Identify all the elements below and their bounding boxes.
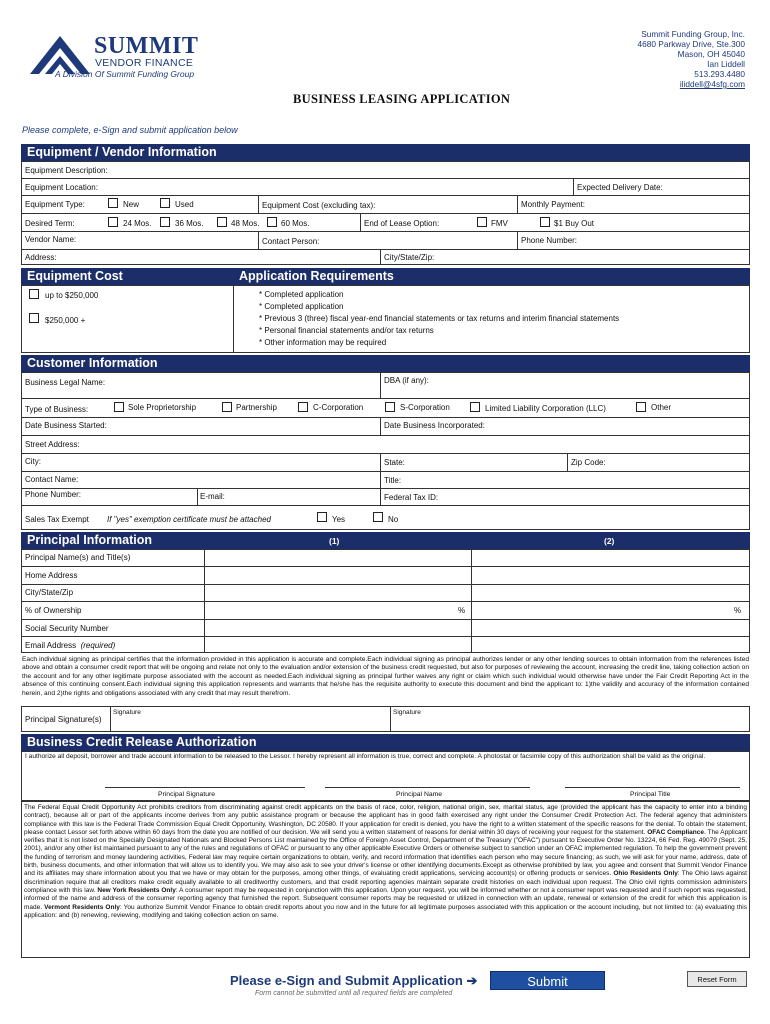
desired-term-label: Desired Term: xyxy=(25,219,75,228)
credit-authorization-text: I authorize all deposit, borrower and trade account information to be released to the Lessor. I hereby represent all information is true, correct and complete. A photostat or facsimile copy of this authorization shall be valid as the original. xyxy=(25,753,706,760)
instructions: Please complete, e-Sign and submit application below xyxy=(22,125,238,135)
principal-ssn-label: Social Security Number xyxy=(25,624,109,633)
partnership-checkbox[interactable] xyxy=(222,402,232,412)
requirement-item: * Previous 3 (three) fiscal year-end financial statements or tax returns and interim financial statements xyxy=(259,314,620,323)
reset-form-button[interactable]: Reset Form xyxy=(687,971,747,987)
equipment-type-label: Equipment Type: xyxy=(25,200,85,209)
buyout-label: $1 Buy Out xyxy=(554,219,595,228)
principal-signature-2-field[interactable] xyxy=(392,708,748,730)
submit-button[interactable]: Submit xyxy=(490,971,605,990)
logo-triangle-icon xyxy=(30,34,90,74)
term-24-label: 24 Mos. xyxy=(123,219,152,228)
delivery-date-label: Expected Delivery Date: xyxy=(577,183,663,192)
vendor-name-label: Vendor Name: xyxy=(25,235,77,244)
equipment-location-label: Equipment Location: xyxy=(25,183,98,192)
sales-tax-yes-label: Yes xyxy=(332,515,346,524)
new-checkbox[interactable] xyxy=(108,198,118,208)
partnership-label: Partnership xyxy=(236,403,277,412)
other-label: Other xyxy=(651,403,672,412)
date-started-label: Date Business Started: xyxy=(25,421,107,430)
title-label: Title: xyxy=(384,476,402,485)
sales-tax-no-checkbox[interactable] xyxy=(373,512,383,522)
principal-signatures-label: Principal Signature(s) xyxy=(25,715,102,724)
new-label: New xyxy=(123,200,140,209)
section-principal-information: Principal Information xyxy=(21,532,750,549)
sales-tax-no-label: No xyxy=(388,515,399,524)
principal-citystate-label: City/State/Zip xyxy=(25,588,74,597)
contact-line: 513.293.4480 xyxy=(694,69,745,79)
cost-over-250k-checkbox[interactable] xyxy=(29,313,39,323)
principal-col-1: (1) xyxy=(329,536,340,546)
end-of-lease-label: End of Lease Option: xyxy=(364,219,440,228)
term-60-checkbox[interactable] xyxy=(267,217,277,227)
legal-disclosure-text: The Federal Equal Credit Opportunity Act prohibits creditors from discriminating against credit applicants on the basis of race, color, religion, national origin, sex, marital status, age (provided the applicant has the capacity to enter into a binding contract), because all or part of the applicants income derives from any public assistance program or because the applicant has in good faith exercised any right under the Consumer Credit Protection Act. The federal agency that administers compliance with this law is the Federal Trade Commission Equal Credit Opportunity, Washington, DC 20580. If your application for credit is denied, you have the right to a written statement of the specific reasons for the denial. To obtain the statement, please contact Lessor set forth above within 60 days from the date you are notified of our decision. We will send you a written statement of reasons for denial within 30 days of receiving your request for the statement. OFAC Compliance. The Applicant verifies that it is not listed on the Specially Designated Nationals and Blocked Persons List maintained by the Office of Foreign Asset Control, Department of the Treasury ("OFAC") pursuant to Executive Order No. 13224, 66 Fed. Reg. 49079 (Sept. 25, 2001), and/or any other list maintained pursuant to any of the rules and regulations of OFAC or pursuant to any other applicable Executive Orders or otherwise subject to sanction under an OFAC implemented regulation. To help the government prevent the funding of terrorism and money laundering activities, Federal law may require certain organizations to obtain, verify, and record information that identifies each person who may secure financing; as such, we will ask for your name, address, date of birth, business documents, and other information that will allow us to identify you. We may also ask to see your driver's license or other identifying documents.Except as otherwise prohibited by law, you agree and consent that Summit Vendor Finance and its affiliates may share information about you that we have or may obtain for the purposes, among other things, of evaluating credit applications, servicing account(s) or offering products or services. Ohio Residents Only: The Ohio laws against discrimination require that all creditors make credit equally available to all creditworthy customers, and that credit reporting agencies maintain separate credit histories on each individual upon request. The Ohio civil rights commission administers compliance with this law. New York Residents Only: A consumer report may be requested in conjunction with this application. Upon your request, you will be informed whether or not a consumer report was requested and if such report was requested, informed of the name and address of the consumer reporting agency that furnished the report. Subsequent consumer reports may be requested or utilized in connection with an update, renewal or extension of the credit for which this application is made. Vermont Residents Only: You authorize Summit Vendor Finance to obtain credit reports about you now and in the future for all legitimate purposes associated with this application or the account including, but not limited to: (a) evaluating this application: and (b) renewing, reviewing, modifying and taking collection action on same. xyxy=(24,804,748,919)
c-corporation-label: C-Corporation xyxy=(313,403,364,412)
customer-phone-label: Phone Number: xyxy=(25,490,82,499)
sales-tax-yes-checkbox[interactable] xyxy=(317,512,327,522)
dba-label: DBA (if any): xyxy=(384,376,429,385)
section-equipment-vendor: Equipment / Vendor Information xyxy=(21,144,750,161)
ownership-percent-2: % xyxy=(734,606,742,615)
cost-up-to-250k-label: up to $250,000 xyxy=(45,291,99,300)
other-checkbox[interactable] xyxy=(636,402,646,412)
page-title: BUSINESS LEASING APPLICATION xyxy=(293,92,511,106)
vendor-phone-label: Phone Number: xyxy=(521,236,578,245)
zip-label: Zip Code: xyxy=(571,458,606,467)
section-customer-information: Customer Information xyxy=(21,355,750,372)
legal-name-label: Business Legal Name: xyxy=(25,378,106,387)
term-36-checkbox[interactable] xyxy=(160,217,170,227)
credit-principal-signature-label: Principal Signature xyxy=(158,791,216,798)
requirement-item: * Completed application xyxy=(259,302,344,311)
principal-signature-1-field[interactable] xyxy=(112,708,388,730)
federal-tax-id-label: Federal Tax ID: xyxy=(384,493,439,502)
state-label: State: xyxy=(384,458,405,467)
submit-note: Form cannot be submitted until all required fields are completed xyxy=(255,990,453,997)
term-48-label: 48 Mos. xyxy=(231,219,260,228)
llc-checkbox[interactable] xyxy=(470,402,480,412)
principal-col-2: (2) xyxy=(604,536,615,546)
principal-home-address-label: Home Address xyxy=(25,571,78,580)
section-application-requirements: Application Requirements xyxy=(233,268,750,285)
contact-email-link[interactable]: iliddell@4sfg.com xyxy=(679,79,745,89)
email-label: E-mail: xyxy=(200,492,225,501)
cost-over-250k-label: $250,000 + xyxy=(45,316,86,325)
equipment-cost-label: Equipment Cost (excluding tax): xyxy=(262,201,376,210)
contact-line: Ian Liddell xyxy=(707,59,745,69)
section-business-credit-release: Business Credit Release Authorization xyxy=(21,734,750,751)
term-60-label: 60 Mos. xyxy=(281,219,310,228)
sole-proprietorship-label: Sole Proprietorship xyxy=(128,403,197,412)
cost-up-to-250k-checkbox[interactable] xyxy=(29,289,39,299)
term-48-checkbox[interactable] xyxy=(217,217,227,227)
equipment-description-input[interactable] xyxy=(130,163,745,177)
fmv-label: FMV xyxy=(491,219,508,228)
principal-email-label: Email Address (required) xyxy=(25,641,116,650)
credit-principal-name-label: Principal Name xyxy=(396,791,443,798)
equipment-description-label: Equipment Description: xyxy=(25,166,108,175)
contact-line: Summit Funding Group, Inc. xyxy=(641,29,745,39)
fmv-checkbox[interactable] xyxy=(477,217,487,227)
address-label: Address: xyxy=(25,253,57,262)
contact-line: Mason, OH 45040 xyxy=(677,49,745,59)
sole-proprietorship-checkbox[interactable] xyxy=(114,402,124,412)
sales-tax-exempt-label: Sales Tax Exempt xyxy=(25,515,89,524)
buyout-checkbox[interactable] xyxy=(540,217,550,227)
c-corporation-checkbox[interactable] xyxy=(298,402,308,412)
submit-prompt: Please e-Sign and Submit Application ➔ xyxy=(230,973,478,988)
business-type-label: Type of Business: xyxy=(25,405,89,414)
principal-signature-1-label: Signature xyxy=(113,709,141,716)
logo-title: SUMMIT xyxy=(94,33,199,59)
requirements-list xyxy=(259,289,619,349)
logo-subtitle: VENDOR FINANCE xyxy=(95,57,194,69)
s-corporation-label: S-Corporation xyxy=(400,403,450,412)
equipment-location-input[interactable] xyxy=(110,180,570,194)
sales-tax-note: If "yes" exemption certificate must be attached xyxy=(107,515,271,524)
credit-principal-title-label: Principal Title xyxy=(630,791,671,798)
principal-certification-text: Each individual signing as principal certifies that the information provided in this application is accurate and complete.Each individual signing as principal authorizes lender or any other lending sources to obtain information from the references listed above and obtain a consumer credit report that will be ongoing and relate not only to the evaluation and/or extension of the business credit requested, but also for purposes of reviewing the account, increasing the credit line, taking collection action on the account and for any other legitimate purpose associated with the account as needed.Each individual signing as principal further waives any right or claim which such individual would otherwise have under the Fair Credit Reporting Act in the absence of this continuing consent.Each individual signing this application represents and warrants that he/she has the requisite authority to execute this document and bind the applicant to: 1)the validity and accuracy of the information contained herein, and 2)the rights and obligations associated with any credit that may result therefrom. xyxy=(22,656,749,697)
principal-ownership-label: % of Ownership xyxy=(25,606,82,615)
requirement-item: * Personal financial statements and/or tax returns xyxy=(259,326,434,335)
principal-name-label: Principal Name(s) and Title(s) xyxy=(25,553,131,562)
section-equipment-cost: Equipment Cost xyxy=(21,268,233,285)
customer-box xyxy=(21,372,750,530)
ownership-percent-1: % xyxy=(458,606,466,615)
principal-signature-2-label: Signature xyxy=(393,709,421,716)
city-label: City: xyxy=(25,457,41,466)
contact-person-label: Contact Person: xyxy=(262,237,320,246)
date-incorporated-label: Date Business Incorporated: xyxy=(384,421,485,430)
monthly-payment-label: Monthly Payment: xyxy=(521,200,586,209)
used-label: Used xyxy=(175,200,194,209)
contact-name-label: Contact Name: xyxy=(25,475,79,484)
contact-block xyxy=(638,29,745,89)
logo-tagline: A Division Of Summit Funding Group xyxy=(55,69,195,79)
vendor-citystate-label: City/State/Zip: xyxy=(384,253,435,262)
contact-line: 4680 Parkway Drive, Ste.300 xyxy=(637,39,745,49)
street-address-label: Street Address: xyxy=(25,440,80,449)
term-36-label: 36 Mos. xyxy=(175,219,204,228)
s-corporation-checkbox[interactable] xyxy=(385,402,395,412)
llc-label: Limited Liability Corporation (LLC) xyxy=(485,404,606,413)
requirement-item: * Other information may be required xyxy=(259,338,387,347)
used-checkbox[interactable] xyxy=(160,198,170,208)
requirement-item: * Completed application xyxy=(259,290,344,299)
term-24-checkbox[interactable] xyxy=(108,217,118,227)
